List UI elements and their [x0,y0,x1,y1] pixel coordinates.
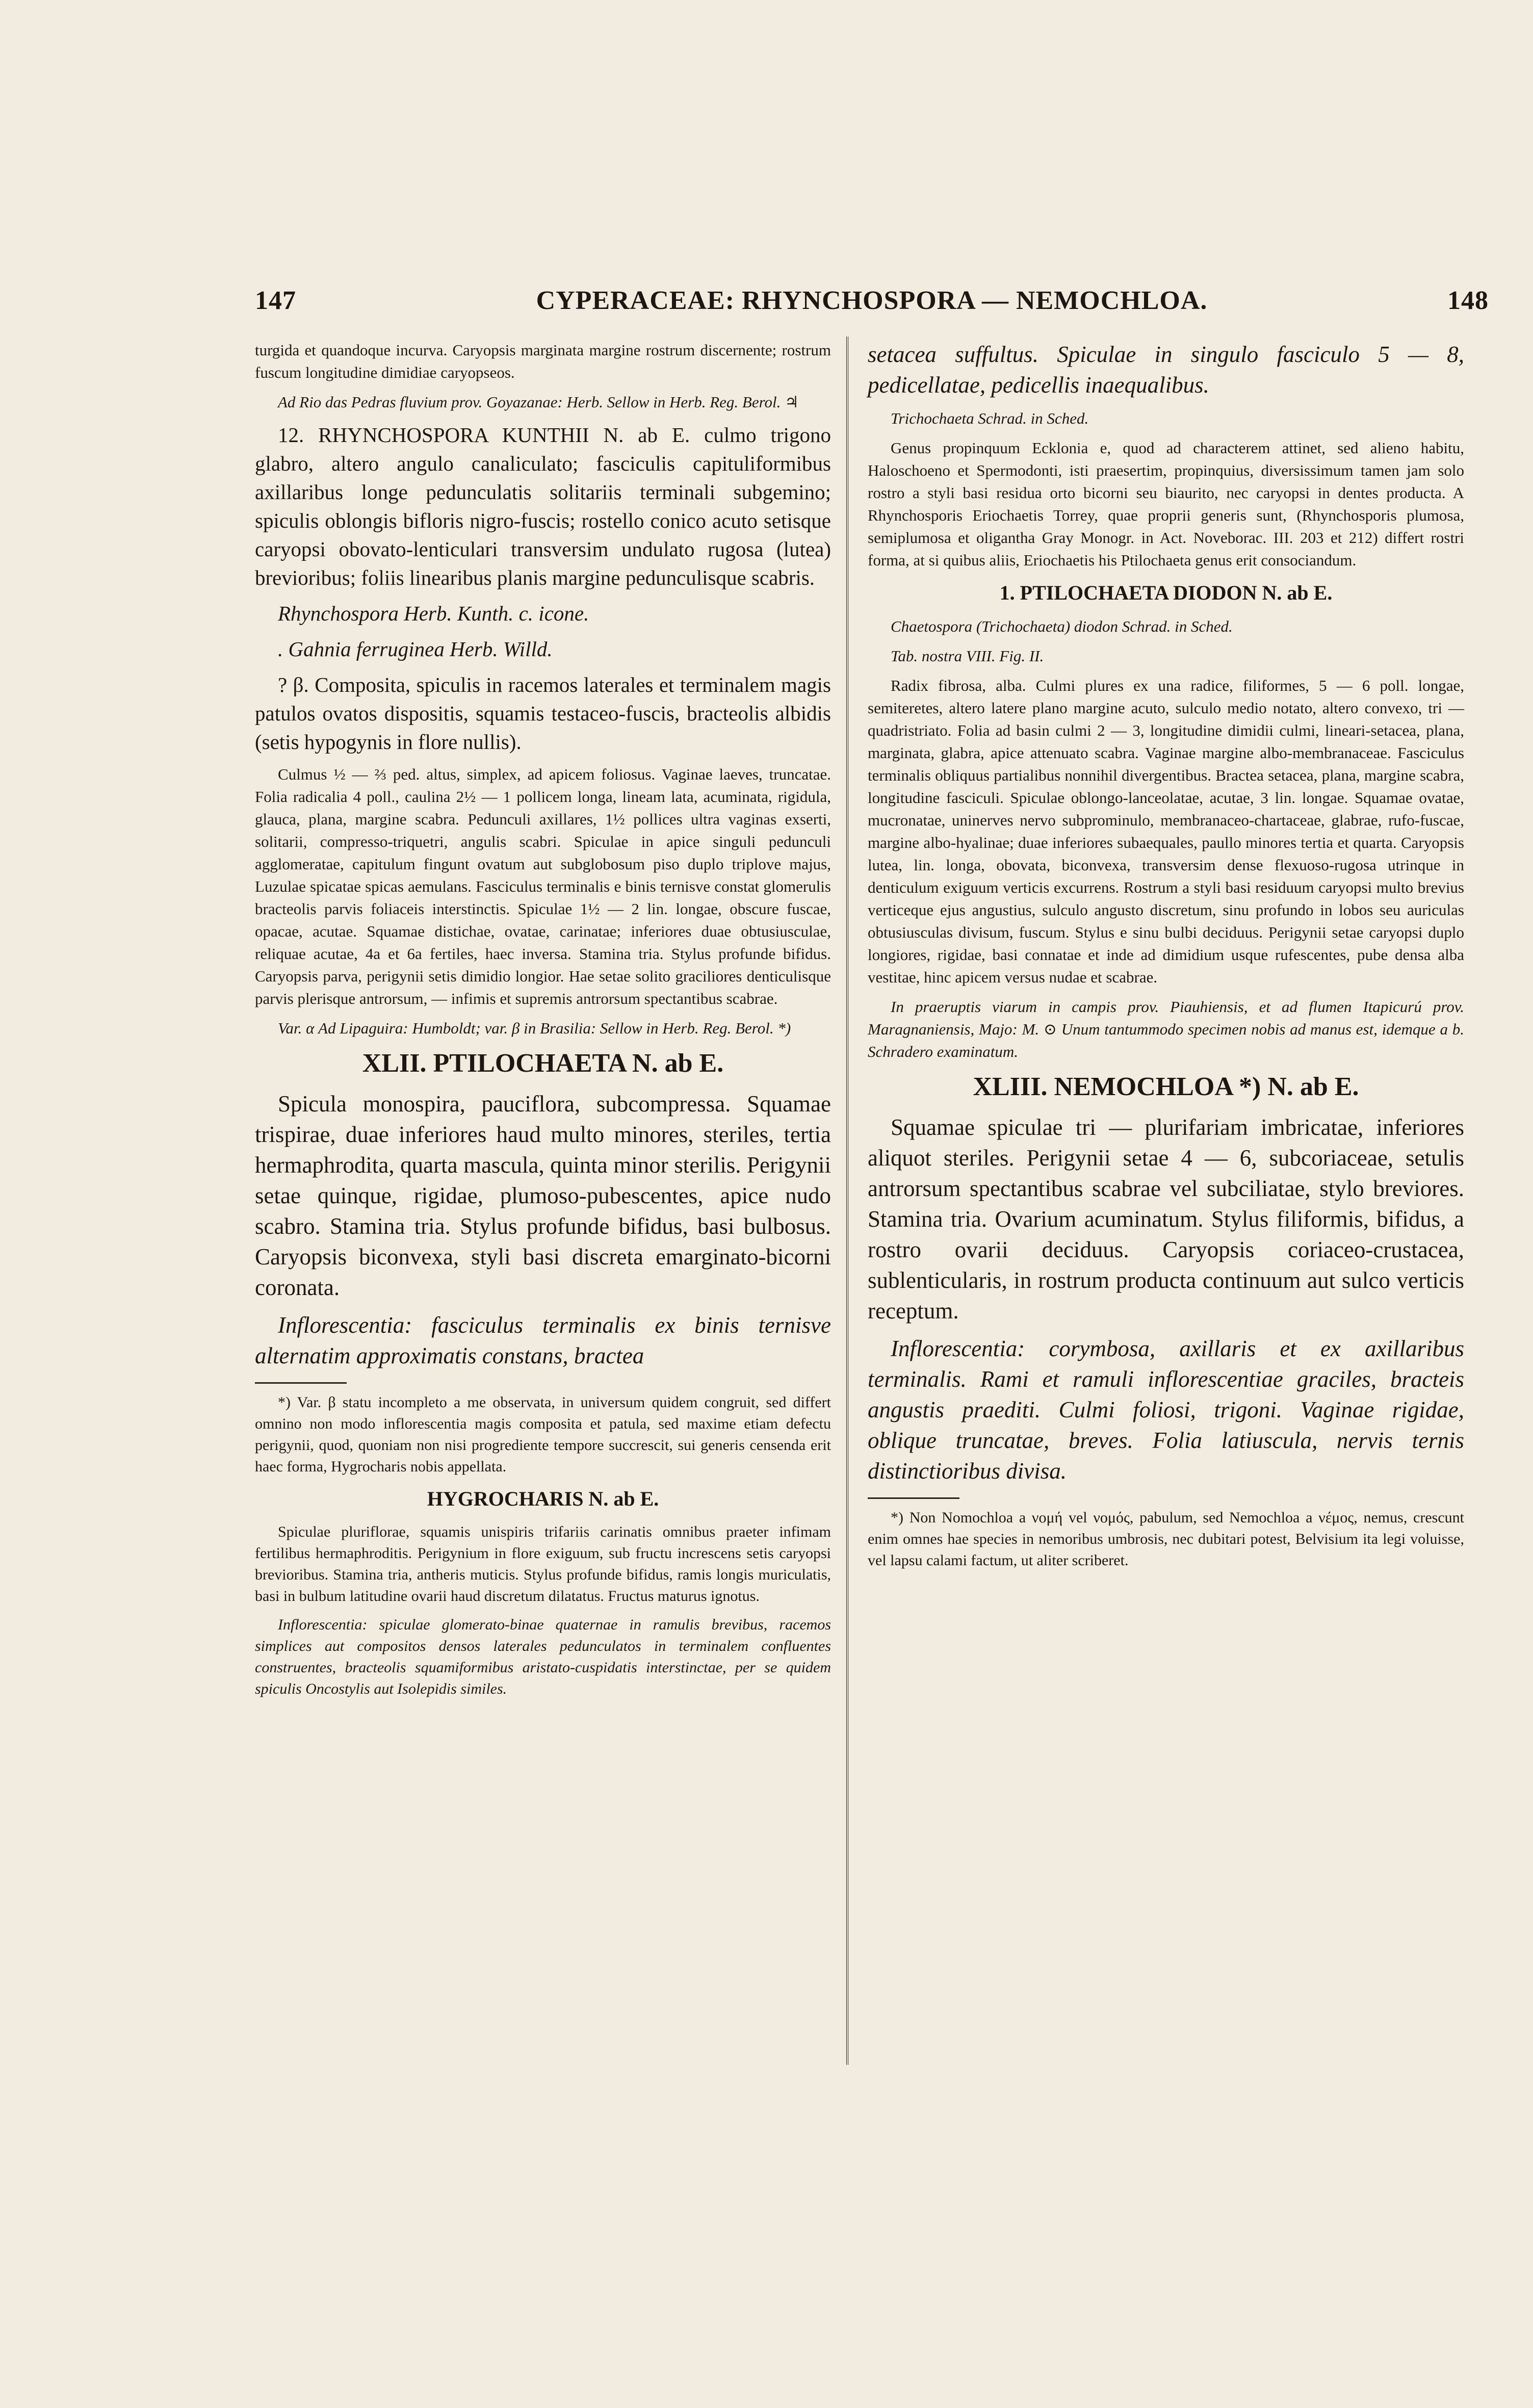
footnote: *) Var. β statu incompleto a me observata, in universum quidem congruit, sed differt omnino non modo inflorescentia magis composita et patula, sed maxime etiam defectu perigynii, quod, quoniam non nisi progrediente tempore succrescit, sui generis censenda erit haec forma, Hygrocharis nobis appellata. [255,1394,831,1475]
species-diagnosis: 12. RHYNCHOSPORA KUNTHII N. ab E. culmo trigono glabro, altero angulo canaliculato; fasciculis capituliformibus axillaribus longe pedunculatis solitariis terminali subgemino; spiculis oblongis bifloris nigro-fuscis; rostello conico acuto setisque caryopsi obovato-lenticulari transversim undulato rugosa (lutea) brevioribus; foliis linearibus planis margine pedunculisque scabris. [255,423,831,589]
footnote-paragraph: Spiculae pluriflorae, squamis unispiris trifariis carinatis omnibus praeter infimam fertilibus hermaphroditis. Perigynium in flore exiguum, sub fructu increscens setis caryopsi brevioribus. Stamina tria, antheris muticis. Stylus profunde bifidus, ramis longis muriculatis, basi in bulbum latitudine ovarii haud discretum dilatatus. Fructus maturus ignotus. [255,1523,831,1604]
footnote-rule [868,1497,959,1499]
genus-heading: XLIII. NEMOCHLOA *) N. ab E. [973,1072,1359,1101]
page-number-left: 147 [255,286,296,315]
species-description: Culmus ½ — ⅔ ped. altus, simplex, ad apicem foliosus. Vaginae laeves, truncatae. Folia radicalia 4 poll., caulina 2½ — 1 pollicem longa, lineam lata, acuminata, rigidula, glauca, plana, margine scabra. Pedunculi axillares, 1½ pollices ultra vaginas exserti, solitarii, compresso-triquetri, angulis scabri. Spiculae in apice singuli pedunculi agglomeratae, capitulum fingunt ovatum aut subglobosum piso duplo triplove majus, Luzulae spicatae spicas aemulans. Fasciculus terminalis e binis ternisve constat glomerulis bracteolis parvis foliaceis interstinctis. Spiculae 1½ — 2 lin. longae, obscure fuscae, opacae, acutae. Squamae distichae, ovatae, carinatae; inferiores duae obtusiusculae, reliquae acutae, 4a et 6a fertiles, haec inversa. Stamina tria. Stylus profunde bifidus. Caryopsis parva, perigynii setis dimidio longior. Hae setae solito graciliores denticulisque parvis plerisque antrorsum, — infimis et supremis antrorsum spectantibus scabrae. [255,765,831,1007]
paragraph: turgida et quandoque incurva. Caryopsis marginata margine rostrum discernente; rostrum fuscum longitudine dimidiae caryopseos. [255,341,831,381]
inflorescence-description: Inflorescentia: fasciculus terminalis ex binis ternisve alternatim approximatis constans, bractea [255,1312,831,1368]
inflorescence-description: Inflorescentia: corymbosa, axillaris et ex axillaribus terminalis. Rami et ramuli inflorescentiae graciles, bracteis angustis praediti. Culmi foliosi, trigoni. Vaginae rigidae, oblique truncatae, breves. Folia latiuscula, nervis ternis distinctioribus divisa. [868,1336,1464,1484]
synonym: Chaetospora (Trichochaeta) diodon Schrad. in Sched. [891,617,1233,635]
right-column [868,339,1464,1578]
running-title: CYPERACEAE: RHYNCHOSPORA — NEMOCHLOA. [536,286,1208,315]
synonym: Trichochaeta Schrad. in Sched. [891,409,1089,427]
variety-description: ? β. Composita, spiculis in racemos laterales et terminalem magis patulos ovatos dispositis, squamis testaceo-fuscis, bracteolis albidis (setis hypogynis in flore nullis). [255,673,831,754]
species-description: Radix fibrosa, alba. Culmi plures ex una radice, filiformes, 5 — 6 poll. longae, semiteretes, altero latere plano margine acuto, sulculo medio notato, altero convexo, tri — quadristriato. Folia ad basin culmi 2 — 3, longitudine dimidii culmi, lineari-setacea, plana, marginata, glabra, apice attenuato scabra. Vaginae margine albo-membranaceae. Fasciculus terminalis obliquus partialibus nonnihil divergentibus. Bractea setacea, plana, margine scabra, longitudine fasciculi. Spiculae oblongo-lanceolatae, acutae, 3 lin. longae. Squamae ovatae, mucronatae, uninerves nervo subprominulo, membranaceo-chartaceae, glabrae, rufo-fuscae, margine albo-hyalinae; duae inferiores subaequales, paullo minores tertia et quarta. Caryopsis lutea, lin. longa, obovata, biconvexa, transversim dense flexuoso-rugosa utrinque in denticulum exiguum verticis excurrens. Rostrum a styli basi residuum caryopsi multo brevius verticeque ejus angustius, sulculo angusto discretum, sinu profundo in lobos seu auriculas obtusiusculas divisum, fuscum. Stylus e sinu bulbi deciduus. Perigynii setae caryopsi duplo longiores, rigidae, basi connatae et inde ad dimidium usque rufescentes, pube densa alba vestitae, hinc apicem versus nudae et scabrae. [868,677,1464,986]
genus-description: Squamae spiculae tri — plurifariam imbricatae, inferiores aliquot steriles. Perigynii setae 4 — 6, subcoriaceae, setulis antrorsum spectantibus scabrae vel subciliatae, stylo breviores. Stamina tria. Ovarium acuminatum. Stylus filiformis, bifidus, a rostro ovarii deciduus. Caryopsis coriaceo-crustacea, sublenticularis, in rostrum producta continuum aut sulco verticis receptum. [868,1115,1464,1324]
page-number-right: 148 [1447,286,1489,315]
plate-reference: Tab. nostra VIII. Fig. II. [891,647,1044,665]
column-divider [846,336,848,2065]
genus-heading: XLII. PTILOCHAETA N. ab E. [362,1049,724,1078]
synonym: . Gahnia ferruginea Herb. Willd. [278,637,553,661]
footnote-rule [255,1382,347,1384]
locality-note: Ad Rio das Pedras fluvium prov. Goyazanae: Herb. Sellow in Herb. Reg. Berol. ♃ [278,393,799,411]
left-column [255,339,831,1707]
footnote: *) Non Nomochloa a νομή vel νομός, pabulum, sed Nemochloa a νέμος, nemus, crescunt enim omnes hae species in nemoribus umbrosis, nec dubitari potest, Belvisium ita legi voluisse, vel lapsu calami factum, ut aliter scriberet. [868,1509,1464,1569]
species-heading: 1. PTILOCHAETA DIODON N. ab E. [999,581,1333,604]
genus-description: Spicula monospira, pauciflora, subcompressa. Squamae trispirae, duae inferiores haud multo minores, steriles, tertia hermaphrodita, quarta mascula, quinta minor sterilis. Perigynii setae quinque, rigidae, plumoso-pubescentes, apice nudo scabro. Stamina tria. Stylus profunde bifidus, basi bulbosus. Caryopsis biconvexa, styli basi discreta emarginato-bicorni coronata. [255,1091,831,1300]
locality-note: Var. α Ad Lipaguira: Humboldt; var. β in Brasilia: Sellow in Herb. Reg. Berol. *) [278,1019,791,1037]
subgenus-heading: HYGROCHARIS N. ab E. [427,1487,659,1510]
genus-remarks: Genus propinquum Ecklonia e, quod ad characterem attinet, sed alieno habitu, Haloschoeno et Spermodonti, isti praesertim, propinquius, diversissimum tamen jam solo rostro a styli basi residua orto bicorni seu biaurito, nec caryopsi in dentes producta. A Rhynchosporis Eriochaetis Torrey, quae proprii generis sunt, (Rhynchosporis plumosa, semiplumosa et oligantha Gray Monogr. in Act. Noveborac. III. 203 et 212) differt rostri forma, at si quibus aliis, Eriochaetis his Ptilochaeta genus erit consociandum. [868,439,1464,569]
footnote-paragraph: Inflorescentia: spiculae glomerato-binae quaternae in ramulis brevibus, racemos simplices aut compositos densos laterales pedunculatos in terminalem confluentes construentes, bracteolis squamiformibus aristato-cuspidatis interstinctae, per se quidem spiculis Oncostylis aut Isolepidis similes. [255,1616,831,1697]
locality-note: In praeruptis viarum in campis prov. Piauhiensis, et ad flumen Itapicurú prov. Maragnaniensis, Majo: M. ⊙ Unum tantummodo specimen nobis ad manus est, idemque a b. Schradero examinatum. [868,998,1464,1060]
paragraph: setacea suffultus. Spiculae in singulo fasciculo 5 — 8, pedicellatae, pedicellis inaequalibus. [868,342,1464,398]
synonym: Rhynchospora Herb. Kunth. c. icone. [278,602,589,625]
running-header [255,286,1489,326]
